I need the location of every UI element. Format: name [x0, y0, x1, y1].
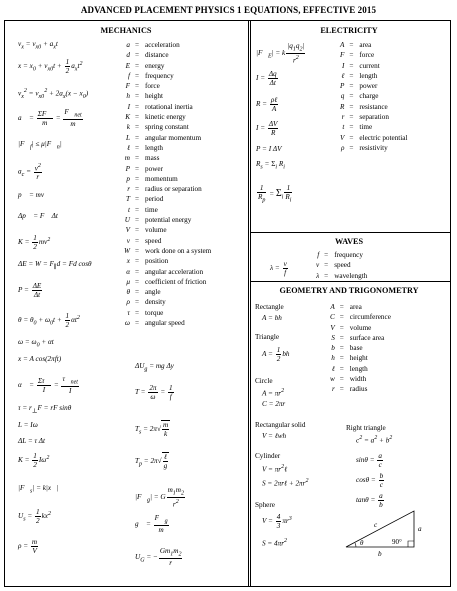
variable-description: speed: [334, 261, 351, 270]
variable-symbol: μ: [126, 277, 130, 286]
angle-label-theta: θ: [360, 539, 364, 547]
variable-description: power: [145, 164, 163, 173]
equals-sign: =: [134, 164, 140, 173]
variable-description: height: [349, 354, 368, 363]
variable-symbol: f: [128, 71, 130, 80]
equation: C = 2πr: [262, 400, 286, 408]
variable-symbol: t: [128, 205, 130, 214]
equation: Δp⃗ = F⃗ Δt: [18, 212, 58, 220]
equation: R = $\frac{\text{ρℓ}}{A}$: [256, 96, 278, 113]
variable-symbol: K: [125, 113, 130, 122]
variable-symbol: v: [316, 261, 320, 270]
variable-symbol: C: [330, 313, 335, 322]
variable-description: circumference: [349, 313, 391, 322]
equation: I = $\frac{\Delta V}{R}$: [256, 120, 278, 137]
variable-symbol: t: [342, 123, 345, 132]
equation: tanθ = $\frac{a}{b}$: [356, 492, 383, 509]
variable-symbol: V: [340, 133, 345, 142]
variable-description: density: [145, 298, 166, 307]
variable-symbol: λ: [316, 271, 320, 280]
variable-description: area: [349, 303, 362, 311]
equals-sign: =: [134, 226, 140, 235]
equals-sign: =: [134, 82, 140, 91]
equals-sign: =: [134, 195, 140, 204]
equals-sign: =: [339, 313, 344, 322]
variable-description: radius: [349, 385, 368, 394]
circle-label: Circle: [255, 377, 273, 385]
side-label-b: b: [378, 550, 382, 558]
right-triangle-label: Right triangle: [346, 424, 386, 432]
variable-symbol: R: [340, 102, 345, 111]
variable-symbol: τ: [127, 308, 130, 317]
angle-arc: [355, 543, 356, 547]
equation: L = Iω: [18, 421, 38, 429]
rectangle-label: Rectangle: [255, 303, 284, 311]
equals-sign: =: [134, 133, 140, 142]
variable-description: frequency: [334, 251, 363, 259]
equation: α⃗ = $\frac{\Sigma\tau⃗}{I}$ = $\frac{\tau⃗_{net}}{I}$: [18, 375, 78, 396]
equals-sign: =: [134, 205, 140, 214]
variable-symbol: U: [124, 216, 130, 225]
variable-description: length: [359, 71, 378, 80]
equals-sign: =: [339, 354, 344, 363]
variable-symbol: f: [317, 251, 320, 259]
equation: I = $\frac{\Delta q}{\Delta t}$: [256, 70, 277, 87]
cylinder-label: Cylinder: [255, 452, 281, 460]
variable-description: volume: [349, 323, 372, 332]
waves-heading: WAVES: [334, 237, 364, 246]
variable-symbol: p: [126, 174, 130, 183]
angle-label-90: 90°: [392, 538, 402, 546]
variable-description: surface area: [349, 333, 385, 342]
variable-symbol: E: [125, 61, 130, 70]
equals-sign: =: [349, 51, 354, 60]
equals-sign: =: [134, 277, 140, 286]
equation: $R_s = \Sigma_i$ $R_i$: [256, 160, 285, 171]
equation: $A = \pi r^2$: [262, 388, 285, 398]
variable-symbol: ℓ: [127, 143, 130, 152]
equals-sign: =: [134, 143, 140, 152]
rectangular-solid-label: Rectangular solid: [255, 421, 306, 429]
equation: ρ = $\frac{m}{V}$: [18, 538, 38, 555]
variable-description: angular acceleration: [145, 267, 204, 276]
equals-sign: =: [134, 216, 140, 225]
equals-sign: =: [349, 133, 354, 142]
equation: $a_c$ = $\frac{v^2}{r}$: [18, 163, 41, 182]
variable-description: wavelength: [334, 271, 368, 280]
variable-symbol: r: [127, 185, 130, 194]
variable-symbol: k: [126, 123, 130, 132]
variable-symbol: d: [126, 51, 130, 60]
variable-description: period: [145, 195, 164, 204]
equation: $|F⃗_E| = k$ $\frac{|q_1q_2|}{r^2}$: [256, 42, 305, 65]
right-angle-marker: [408, 541, 414, 547]
wave-equation: λ = $\frac{v}{f}$: [270, 260, 287, 277]
equals-sign: =: [349, 82, 354, 91]
variable-description: time: [359, 123, 373, 132]
variable-description: angular momentum: [145, 133, 202, 142]
variable-description: distance: [145, 51, 169, 60]
variable-description: force: [359, 51, 375, 60]
variable-description: spring constant: [145, 123, 189, 132]
equation: $c^2 = a^2 + b^2$: [356, 435, 393, 445]
variable-symbol: h: [126, 92, 130, 101]
equation: cosθ = $\frac{b}{c}$: [356, 472, 384, 489]
equation: $\Delta E = W = F_\parallel d = Fd$ cosθ: [18, 260, 92, 271]
equals-sign: =: [339, 323, 344, 332]
variable-symbol: h: [331, 354, 335, 363]
variable-description: length: [145, 143, 163, 152]
equation: $U_s$ = $\frac{1}{2}$ $kx^2$: [18, 508, 51, 525]
equals-sign: =: [134, 319, 140, 328]
variable-description: force: [145, 82, 160, 91]
variable-symbol: A: [330, 303, 335, 311]
variable-description: rotational inertia: [145, 102, 193, 111]
variable-description: time: [145, 205, 158, 214]
equation: $U_G$ = − $\frac{Gm_1m_2}{r}$: [135, 547, 182, 568]
equation: K = $\frac{1}{2}$ $I\omega^2$: [18, 452, 50, 469]
variable-symbol: r: [341, 113, 345, 122]
equals-sign: =: [339, 375, 344, 384]
variable-description: radius or separation: [145, 185, 202, 194]
equals-sign: =: [134, 123, 140, 132]
equals-sign: =: [339, 344, 344, 353]
variable-description: charge: [359, 92, 379, 101]
variable-symbol: ω: [124, 319, 130, 328]
equals-sign: =: [134, 102, 140, 111]
equation: $T_p = 2\pi√$ $\frac{\text{ℓ}}{g}$: [135, 453, 168, 470]
equals-sign: =: [339, 364, 344, 373]
variable-symbol: F: [340, 51, 345, 60]
variable-description: resistivity: [359, 143, 388, 152]
variable-description: area: [359, 41, 372, 49]
variable-symbol: a: [126, 41, 130, 49]
equation: P = $\frac{\Delta E}{\Delta t}$: [18, 282, 42, 299]
variable-description: power: [359, 82, 378, 91]
equals-sign: =: [339, 303, 344, 311]
variable-symbol: V: [330, 323, 335, 332]
variable-symbol: r: [331, 385, 335, 394]
variable-description: mass: [145, 154, 160, 163]
variable-symbol: P: [125, 164, 130, 173]
variable-symbol: F: [125, 82, 130, 91]
variable-description: work done on a system: [145, 246, 212, 255]
side-label-a: a: [418, 525, 422, 533]
variable-description: speed: [145, 236, 162, 245]
equation: g⃗ = $\frac{F⃗_g}{m}$: [135, 514, 168, 535]
equation: $x = x_0 + v_{x0}t$ + $\frac{1}{2}$ $a_xt^2$: [18, 58, 83, 75]
variable-description: momentum: [145, 174, 178, 183]
variable-description: length: [349, 364, 368, 373]
equals-sign: =: [349, 71, 354, 80]
triangle-label: Triangle: [255, 333, 280, 341]
variable-description: frequency: [145, 71, 174, 80]
equals-sign: =: [339, 385, 344, 394]
equals-sign: =: [134, 174, 140, 183]
equals-sign: =: [134, 257, 140, 266]
equation: $v_x = v_{x0} + a_xt$: [18, 40, 58, 51]
equation: x = A cos(2πft): [18, 355, 62, 363]
variable-symbol: ρ: [340, 143, 345, 152]
variable-symbol: w: [330, 375, 335, 384]
variable-description: kinetic energy: [145, 113, 186, 122]
equation: p⃗ = mv⃗: [18, 191, 50, 199]
variable-description: angular speed: [145, 319, 185, 328]
equation: $\tau = r_\perp F$ = rF sinθ: [18, 404, 72, 415]
equals-sign: =: [324, 251, 329, 259]
variable-symbol: b: [331, 344, 335, 353]
equals-sign: =: [134, 236, 140, 245]
equals-sign: =: [134, 92, 140, 101]
equals-sign: =: [134, 246, 140, 255]
variable-symbol: α: [126, 267, 130, 276]
equals-sign: =: [349, 61, 354, 70]
equation: $|F⃗_f|$ ≤ $\mu|F⃗_n|$: [18, 140, 62, 151]
equals-sign: =: [339, 333, 344, 342]
equation: S = 2πrℓ + $2\pi r^2$: [262, 478, 309, 488]
variable-symbol: V: [125, 226, 130, 235]
equation: $v_x^2 = v_{x0}^2 + 2a_x(x - x_0)$: [18, 88, 89, 100]
equation: A = $\frac{1}{2}$ bh: [262, 346, 290, 363]
variable-description: position: [145, 257, 169, 266]
equals-sign: =: [324, 271, 329, 280]
variable-description: potential energy: [145, 216, 192, 225]
variable-description: torque: [145, 308, 164, 317]
variable-symbol: L: [126, 133, 130, 142]
equals-sign: =: [349, 41, 354, 49]
variable-description: separation: [359, 113, 389, 122]
geometry-heading: GEOMETRY AND TRIGONOMETRY: [279, 286, 419, 295]
equation: $\theta = \theta_0 + \omega_0t$ + $\frac{1}{2}$ $\alpha t^2$: [18, 312, 80, 329]
equals-sign: =: [349, 143, 354, 152]
equation: ΔL = τ Δt: [18, 437, 45, 445]
variable-symbol: T: [126, 195, 130, 204]
page-title: ADVANCED PLACEMENT PHYSICS 1 EQUATIONS, EFFECTIVE 2015: [80, 5, 377, 15]
equals-sign: =: [349, 113, 354, 122]
equation: $|F⃗_g| = G$ $\frac{m_1m_2}{r^2}$: [135, 486, 184, 509]
equals-sign: =: [134, 51, 140, 60]
variable-description: resistance: [359, 102, 388, 111]
variable-symbol: P: [340, 82, 345, 91]
variable-symbol: I: [341, 61, 345, 70]
equals-sign: =: [134, 41, 140, 49]
variable-symbol: θ: [126, 288, 130, 297]
variable-symbol: W: [124, 246, 130, 255]
variable-description: energy: [145, 61, 165, 70]
equation: V = $\frac{4}{3}$ $\pi r^3$: [262, 513, 292, 530]
equals-sign: =: [134, 288, 140, 297]
equation: $|F⃗_s|$ = k|x⃗|: [18, 484, 59, 495]
variable-description: current: [359, 61, 380, 70]
equals-sign: =: [134, 113, 140, 122]
equation: $\omega = \omega_0 + \alpha t$: [18, 338, 54, 349]
variable-symbol: ρ: [126, 298, 130, 307]
equation: $\frac{1}{R_p}$ = $\Sigma_i$ $\frac{1}{R_i}$: [258, 184, 292, 204]
equation: $S = 4\pi r^2$: [262, 538, 288, 548]
equation: $V = \pi r^2\ell$: [262, 464, 288, 474]
equals-sign: =: [134, 71, 140, 80]
variable-symbol: A: [340, 41, 345, 49]
variable-symbol: ℓ: [341, 71, 345, 80]
variable-symbol: S: [331, 333, 335, 342]
equation: T = $\frac{2\pi}{\omega}$ = $\frac{1}{f}$: [135, 384, 173, 401]
variable-symbol: m: [124, 154, 130, 163]
equation: sinθ = $\frac{a}{c}$: [356, 452, 382, 469]
equals-sign: =: [134, 61, 140, 70]
variable-symbol: ℓ: [331, 364, 335, 373]
equals-sign: =: [134, 154, 140, 163]
variable-description: base: [349, 344, 363, 353]
equation: A = bh: [262, 314, 282, 322]
variable-symbol: I: [127, 102, 130, 111]
equation: a⃗ = $\frac{\Sigma F⃗}{m}$ = $\frac{F⃗_{net}}{m}$: [18, 108, 82, 129]
variable-symbol: v: [126, 236, 130, 245]
equals-sign: =: [134, 267, 140, 276]
equals-sign: =: [134, 185, 140, 194]
equals-sign: =: [324, 261, 329, 270]
variable-symbol: x: [126, 257, 130, 266]
side-label-c: c: [374, 521, 378, 529]
variable-symbol: q: [340, 92, 345, 101]
electricity-heading: ELECTRICITY: [320, 26, 378, 35]
equation: V = ℓwh: [262, 432, 287, 440]
equation: P = I ΔV: [256, 145, 282, 153]
equals-sign: =: [349, 92, 354, 101]
variable-description: electric potential: [359, 133, 408, 142]
equals-sign: =: [349, 102, 354, 111]
equation: $\Delta U_g$ = mg Δy: [135, 362, 174, 373]
equals-sign: =: [349, 123, 354, 132]
variable-description: height: [145, 92, 163, 101]
equation: $T_s = 2\pi√$ $\frac{m}{k}$: [135, 421, 169, 438]
variable-description: acceleration: [145, 41, 180, 49]
mechanics-heading: MECHANICS: [100, 26, 152, 35]
equation: K = $\frac{1}{2}$ $mv^2$: [18, 234, 51, 251]
variable-description: coefficient of friction: [145, 277, 207, 286]
equals-sign: =: [134, 308, 140, 317]
equals-sign: =: [134, 298, 140, 307]
right-triangle-shape: [346, 511, 414, 547]
variable-description: angle: [145, 288, 161, 297]
sphere-label: Sphere: [255, 501, 275, 509]
variable-description: width: [349, 375, 367, 384]
variable-description: volume: [145, 226, 167, 235]
